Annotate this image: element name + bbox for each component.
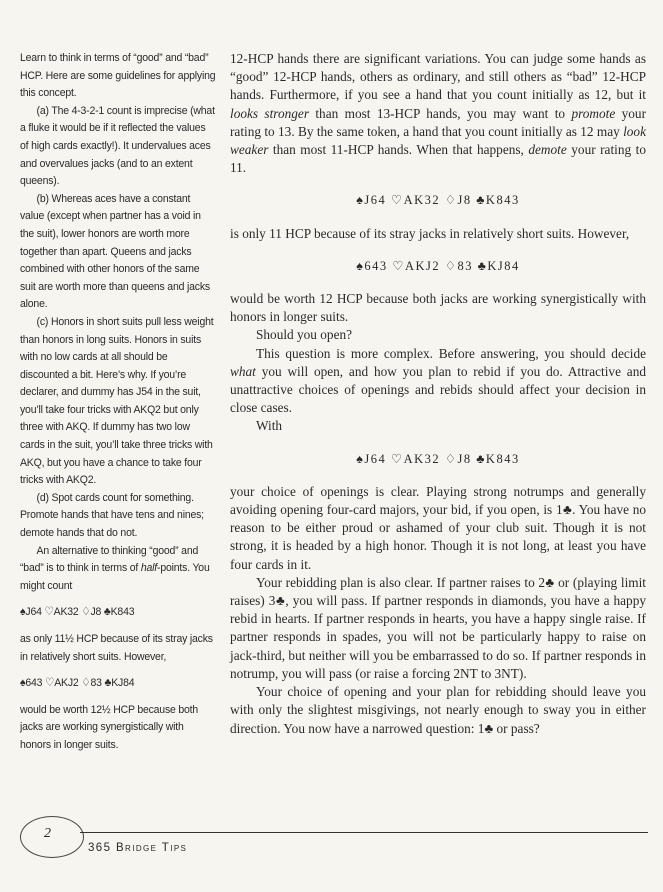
main-hand-diagram: ♠J64 ♡AK32 ♢J8 ♣K843 (356, 451, 520, 466)
sidebar-paragraph: as only 11½ HCP because of its stray jacks in relatively short suits. However, (20, 633, 213, 663)
sidebar-paragraph: (c) Honors in short suits pull less weight than honors in long suits. Honors in suits with no low cards at all should be discounted a bit. Here’s why. If you’re declarer, and dummy has J54 in the suit, you’ll take four tricks with AKQ2 but only three with AKQ. If dummy has two low cards in the suit, you’ll take three tricks with AKQ, but you have a chance to take four tricks with AKQ2. (20, 315, 214, 487)
page-number-oval (20, 816, 84, 858)
main-paragraph: With (256, 418, 283, 434)
sidebar-paragraph: (b) Whereas aces have a constant value (except when partner has a void in the suit), lower honors are worth more together than apart. Queens and jacks combined with other honors of the same suit are worth more than queens and jacks alone. (20, 192, 210, 311)
main-paragraph: Your rebidding plan is also clear. If partner raises to 2♣ or (playing limit raises) 3♣, you will pass. If partner responds in diamonds, you have a happy rebid in hearts. If partner responds in hearts, you have a happy single raise. If partner responds in spades, you will not be particularly happy to raise on jack-third, but neither will you be embarrassed to do so. If partner responds in notrump, you will pass (or raise a forcing 2NT to 3NT). (230, 574, 646, 681)
sidebar-paragraph: would be worth 12½ HCP because both jacks are working synergistically with honors in longer suits. (20, 703, 199, 751)
main-paragraph: your choice of openings is clear. Playing strong notrumps and generally avoiding opening four-card majors, your bid, if you open, is 1♣. You have no reason to be either proud or ashamed of your club suit. Though it is not strong, it is headed by a high honor. Though it is not long, at least you have four cards in it. (230, 483, 646, 572)
running-footer-title: 365 Bridge Tips (88, 842, 188, 854)
sidebar-paragraph: (d) Spot cards count for something. Promote hands that have tens and nines; demote hands that do not. (20, 491, 204, 540)
main-paragraph: would be worth 12 HCP because both jacks are working synergistically with honors in longer suits. (230, 291, 646, 325)
page-number: 2 (44, 826, 51, 841)
sidebar-hand-diagram: ♠J64 ♡AK32 ♢J8 ♣K843 (20, 606, 135, 619)
main-hand-diagram: ♠643 ♡AKJ2 ♢83 ♣KJ84 (356, 258, 520, 273)
main-paragraph: is only 11 HCP because of its stray jacks in relatively short suits. However, (230, 225, 630, 241)
sidebar-paragraph: (a) The 4-3-2-1 count is imprecise (what a fluke it would be if it reflected the values of high cards exactly!). It undervalues aces and overvalues jacks (and to an extent queens). (20, 104, 215, 188)
footer-rule (80, 832, 648, 833)
sidebar-paragraph: An alternative to thinking “good” and “bad” is to think in terms of half-points. You might count (20, 544, 210, 592)
main-hand-diagram: ♠J64 ♡AK32 ♢J8 ♣K843 (356, 193, 520, 208)
main-column (230, 50, 646, 738)
sidebar-paragraph: Learn to think in terms of “good” and “bad” HCP. Here are some guidelines for applying this concept. (20, 52, 216, 100)
sidebar-hand-diagram: ♠643 ♡AKJ2 ♢83 ♣KJ84 (20, 677, 135, 690)
main-paragraph: 12-HCP hands there are significant variations. You can judge some hands as “good” 12-HCP hands, others as ordinary, and still others as “bad” 12-HCP hands. Furthermore, if you see a hand that you count initially as 12, but it looks stronger than most 13-HCP hands, you may want to promote your rating to 13. By the same token, a hand that you count initially as 12 may look weaker than most 11-HCP hands. When that happens, demote your rating to 11. (230, 51, 646, 176)
sidebar-column (20, 50, 216, 755)
main-paragraph: This question is more complex. Before answering, you should decide what you will open, and how you plan to rebid if you do. Attractive and unattractive choices of openings and rebids should affect your decision in close cases. (230, 345, 646, 416)
main-paragraph: Should you open? (256, 327, 353, 343)
main-paragraph: Your choice of opening and your plan for rebidding should leave you with only the slightest misgivings, not nearly enough to sway you in either direction. You now have a narrowed question: 1♣ or pass? (230, 684, 646, 736)
